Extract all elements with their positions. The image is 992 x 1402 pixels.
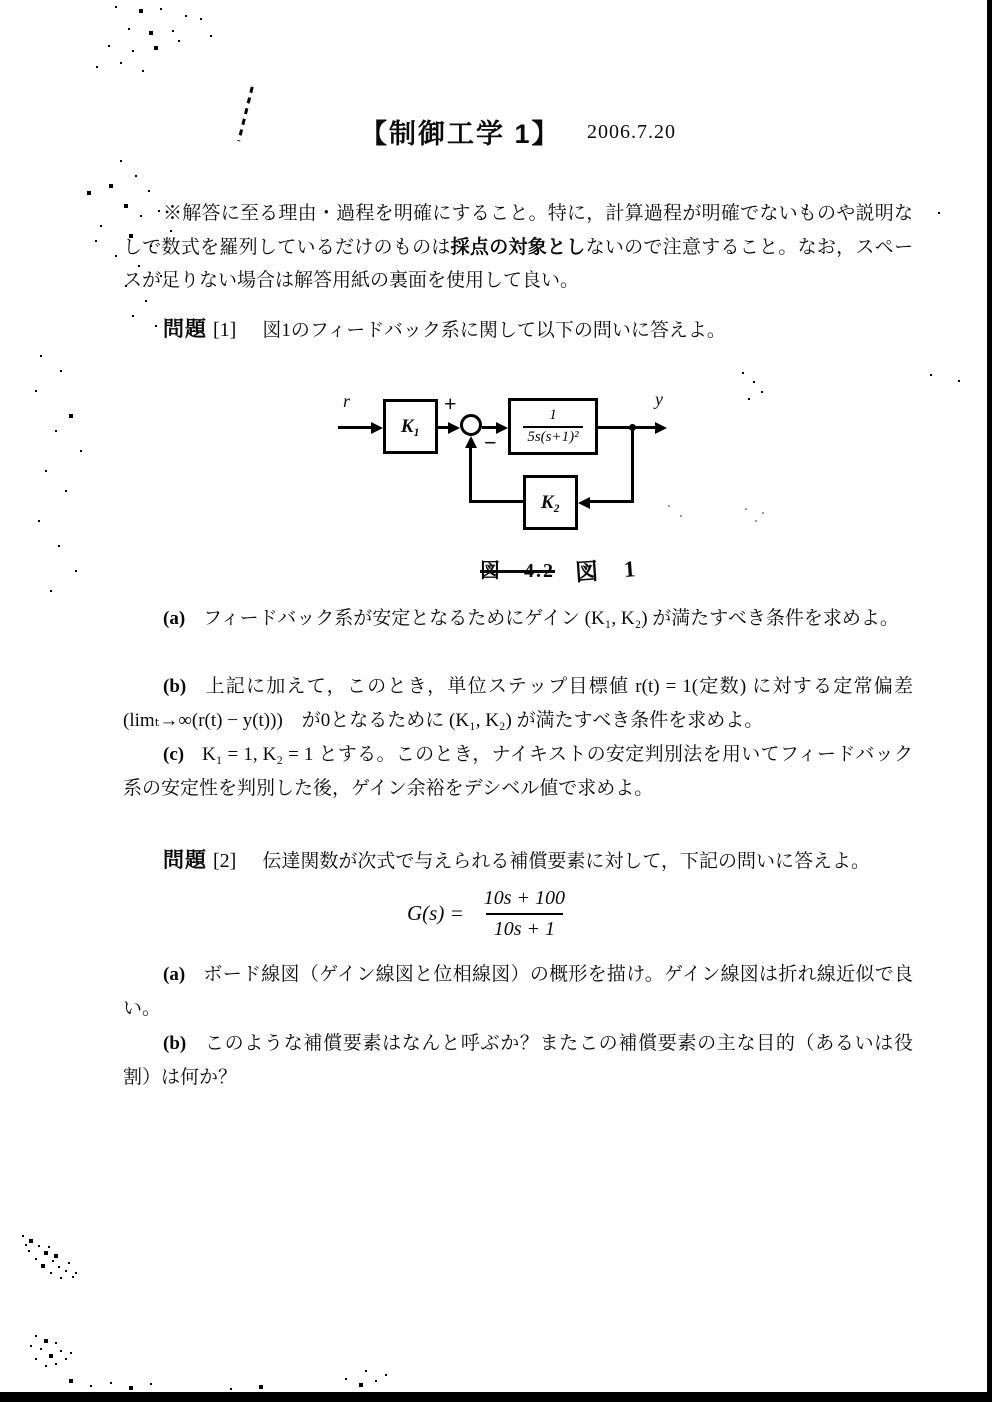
scan-noise: [0, 0, 2, 2]
scan-edge-bottom: [0, 1392, 992, 1402]
problem2-statement: 伝達関数が次式で与えられる補償要素に対して，下記の問いに答えよ。: [262, 851, 870, 872]
scan-stray-mark: [237, 86, 253, 141]
caption-struck-text: 図—4.2: [480, 560, 555, 582]
grading-notice: [123, 197, 913, 298]
item-b-text: 上記に加えて，このとき，単位ステップ目標値 r(t) = 1(定数) に対する定常偏差 (limₜ→∞(r(t) − y(t))) が0となるために (K₁, K₂) が満たすべき条件を求めよ。: [123, 676, 933, 731]
item-c-label: (c): [163, 744, 185, 765]
summing-minus-sign: −: [484, 430, 497, 455]
problem2-label: 問題: [163, 849, 207, 872]
problem1-number: [1]: [213, 319, 237, 341]
problem1-item-c: [123, 738, 913, 805]
scan-edge-right: [987, 0, 992, 1402]
item-c-text: K₁ = 1, K₂ = 1 とする。このとき，ナイキストの安定判別法を用いてフィードバック系の安定性を判別した後，ゲイン余裕をデシベル値で求めよ。: [123, 744, 913, 799]
formula-numerator: 10s + 100: [483, 887, 566, 909]
problem2-heading: [163, 844, 870, 874]
notice-seg3: ないので注意すること。なお，スペースが足りない場合は解答用紙の裏面を使用して良い。: [123, 236, 913, 291]
arrowhead-right-icon: [448, 422, 460, 434]
formula-fraction: [476, 886, 573, 941]
gain-k1-block: [383, 399, 438, 454]
formula-lhs: G(s) =: [407, 901, 464, 925]
page-title: 【制御工学 1】: [360, 119, 561, 149]
item2-a-text: ボード線図（ゲイン線図と位相線図）の概形を描け。ゲイン線図は折れ線近似で良い。: [123, 964, 913, 1019]
problem1-item-b: [123, 670, 933, 737]
item-b-label: (b): [163, 676, 187, 697]
output-signal-label: y: [655, 389, 663, 409]
item2-b-label: (b): [163, 1033, 187, 1054]
arrowhead-right-icon: [371, 422, 383, 434]
exam-date: 2006.7.20: [587, 121, 676, 143]
notice-seg1: ※解答に至る理由・過程を明確にすること。特に，計算過程が明確でないものや説明なしで数式を羅列しているだけのものは: [123, 203, 913, 258]
problem2-item-b: [123, 1027, 913, 1094]
feedback-block-diagram: [335, 388, 691, 538]
plant-denominator: 5s(s+1)²: [523, 426, 582, 446]
arrowhead-right-icon: [496, 422, 508, 434]
problem1-label: 問題: [163, 318, 207, 341]
problem1-statement: 図1のフィードバック系に関して以下の問いに答えよ。: [262, 320, 726, 341]
problem1-item-a: [123, 602, 913, 636]
connector-line: [590, 500, 634, 503]
item2-b-text: このような補償要素はなんと呼ぶか？またこの補償要素の主な目的（あるいは役割）は何か？: [123, 1033, 913, 1088]
plant-numerator: 1: [549, 407, 557, 424]
figure-caption: [480, 552, 645, 585]
gain-k2-block: [523, 475, 578, 530]
connector-line: [631, 426, 634, 503]
arrowhead-right-icon: [655, 422, 667, 434]
input-signal-label: r: [343, 391, 351, 411]
summing-junction: [460, 414, 482, 436]
plant-transfer-fraction: [523, 407, 582, 446]
item-a-label: (a): [163, 608, 186, 629]
connector-line: [469, 500, 523, 503]
problem2-item-a: [123, 958, 913, 1025]
item2-a-label: (a): [163, 964, 186, 985]
connector-line: [598, 426, 655, 429]
item-a-text: フィードバック系が安定となるためにゲイン (K₁, K₂) が満たすべき条件を求めよ。: [203, 608, 899, 629]
formula-denominator: 10s + 1: [486, 913, 563, 941]
problem1-heading: [163, 313, 726, 343]
plant-transfer-block: [508, 398, 598, 455]
arrowhead-up-icon: [465, 436, 477, 448]
notice-seg2-emphasis: 採点の対象とし: [450, 236, 586, 258]
caption-handwritten-text: 図 1: [574, 555, 647, 586]
transfer-function-formula: [407, 886, 573, 941]
summing-plus-sign: +: [444, 391, 457, 416]
connector-line: [338, 426, 373, 429]
arrowhead-left-icon: [578, 497, 590, 509]
k1-label: K₁: [400, 415, 421, 437]
problem2-number: [2]: [213, 850, 237, 872]
k2-label: K₂: [540, 491, 561, 513]
connector-line: [469, 447, 472, 503]
